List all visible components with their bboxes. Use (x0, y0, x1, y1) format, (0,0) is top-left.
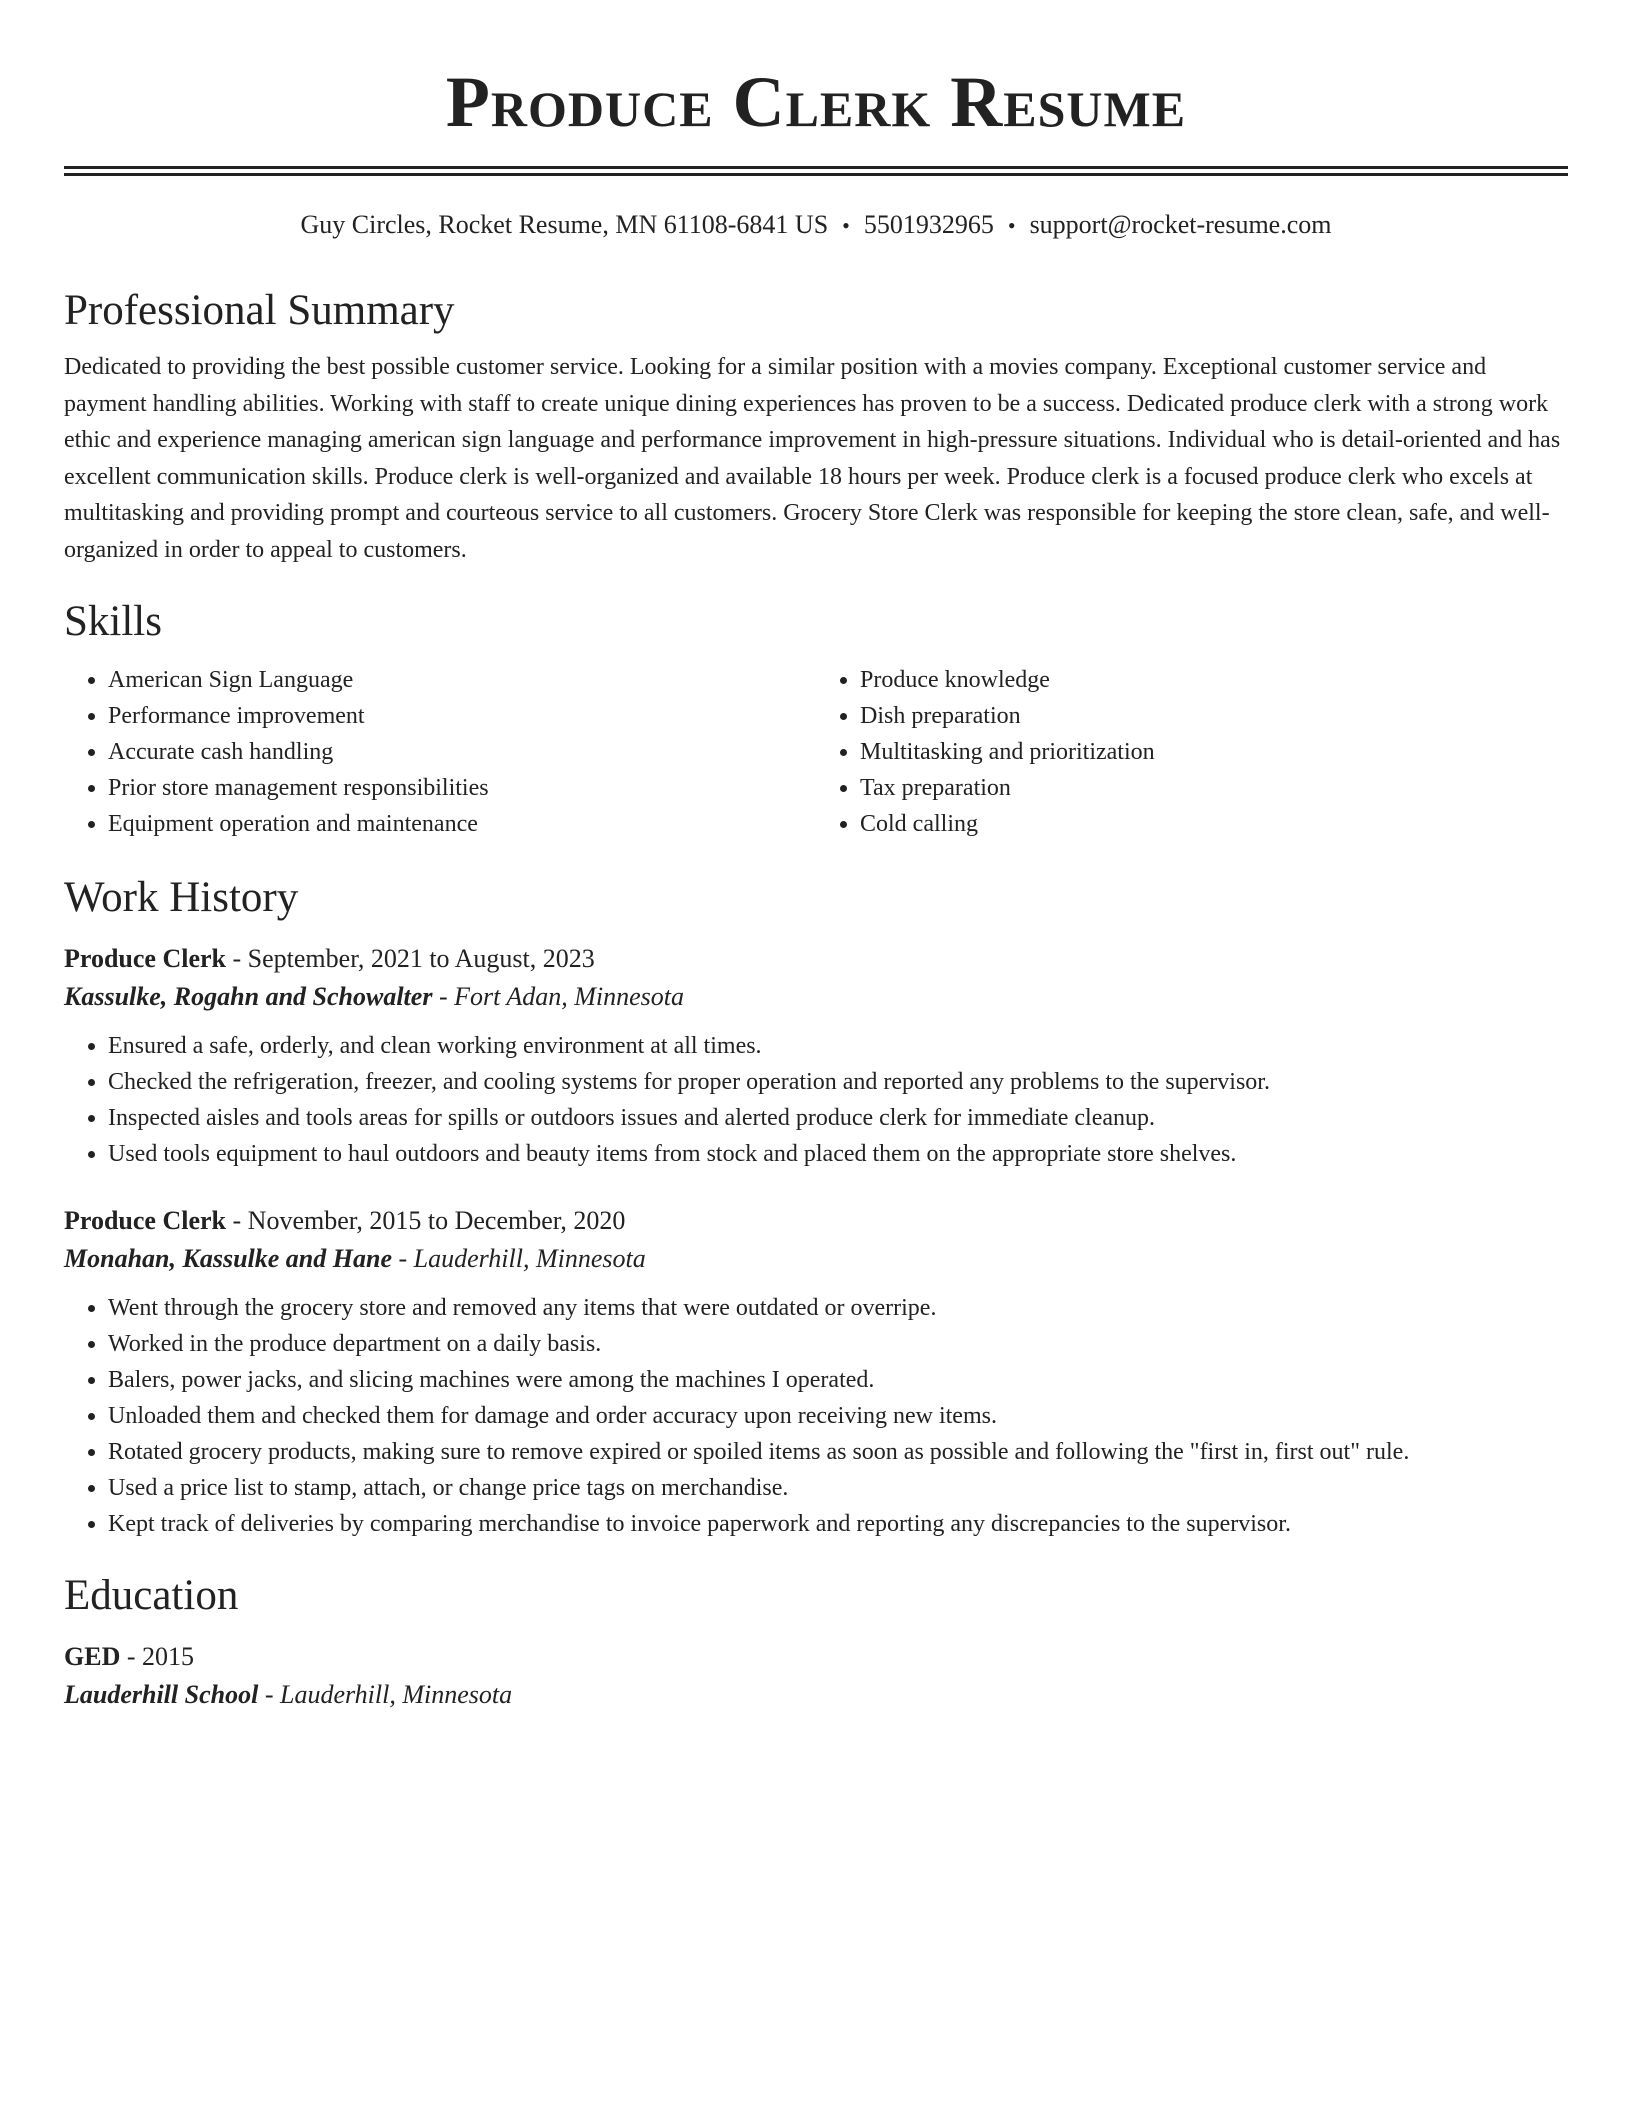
contact-separator: • (1007, 213, 1016, 238)
contact-phone: 5501932965 (863, 210, 994, 239)
education-entry (64, 1638, 1568, 1714)
skill-item: • Equipment operation and maintenance (108, 806, 816, 842)
education-location: Lauderhill, Minnesota (280, 1680, 513, 1709)
education-heading: Education (64, 1572, 239, 1619)
education-school: Lauderhill School (64, 1680, 259, 1709)
job-duty: • Checked the refrigeration, freezer, and cooling systems for proper operation and reported any problems to the supervisor. (108, 1064, 1568, 1100)
skill-item: • Cold calling (860, 806, 1568, 842)
job-title-line: Produce Clerk - September, 2021 to August, 2023 (64, 944, 595, 973)
skill-item: • Prior store management responsibilities (108, 770, 816, 806)
education-year: 2015 (142, 1642, 195, 1671)
contact-separator: • (842, 213, 850, 238)
contact-address: Guy Circles, Rocket Resume, MN 61108-6841 US (300, 210, 829, 239)
resume-page (64, 0, 1568, 1714)
job-duty: • Balers, power jacks, and slicing machines were among the machines I operated. (108, 1362, 1568, 1398)
job-duties-list (64, 1028, 1568, 1172)
skills-list-left (64, 662, 816, 842)
skill-item: • Dish preparation (860, 698, 1568, 734)
skills-list-right (816, 662, 1568, 842)
job-title-line: Produce Clerk - November, 2015 to December, 2020 (64, 1206, 626, 1235)
contact-line (64, 208, 1568, 243)
job-duty: • Unloaded them and checked them for damage and order accuracy upon receiving new items. (108, 1398, 1568, 1434)
job-entry (64, 1202, 1568, 1542)
job-role: Produce Clerk (64, 1206, 226, 1235)
skill-item: • American Sign Language (108, 662, 816, 698)
job-company-line: Kassulke, Rogahn and Schowalter - Fort Adan, Minnesota (64, 982, 685, 1011)
job-duty: • Ensured a safe, orderly, and clean working environment at all times. (108, 1028, 1568, 1064)
job-duties-list (64, 1290, 1568, 1542)
work-history-heading: Work History (64, 874, 299, 921)
skills-heading: Skills (64, 598, 162, 645)
education-degree-line: GED - 2015 (64, 1642, 195, 1671)
job-company: Kassulke, Rogahn and Schowalter (64, 982, 433, 1011)
job-company-line: Monahan, Kassulke and Hane - Lauderhill, Minnesota (64, 1244, 646, 1273)
job-role: Produce Clerk (64, 944, 226, 973)
job-duty: • Rotated grocery products, making sure to remove expired or spoiled items as soon as possible and following the "first in, first out" rule. (108, 1434, 1568, 1470)
page-title: Produce Clerk Resume (445, 62, 1187, 142)
job-duty: • Used a price list to stamp, attach, or change price tags on merchandise. (108, 1470, 1568, 1506)
skill-item: • Tax preparation (860, 770, 1568, 806)
job-dates: November, 2015 to December, 2020 (247, 1206, 626, 1235)
job-location: Lauderhill, Minnesota (413, 1244, 646, 1273)
education-school-line: Lauderhill School - Lauderhill, Minnesota (64, 1680, 513, 1709)
contact-email: support@rocket-resume.com (1029, 210, 1332, 239)
skill-item: • Performance improvement (108, 698, 816, 734)
summary-heading: Professional Summary (64, 287, 455, 334)
job-dates: September, 2021 to August, 2023 (247, 944, 595, 973)
job-duty: • Went through the grocery store and removed any items that were outdated or overripe. (108, 1290, 1568, 1326)
skill-item: • Multitasking and prioritization (860, 734, 1568, 770)
job-location: Fort Adan, Minnesota (454, 982, 685, 1011)
skills-columns (64, 662, 1568, 842)
title-divider (64, 166, 1568, 176)
skill-item: • Accurate cash handling (108, 734, 816, 770)
job-duty: • Inspected aisles and tools areas for spills or outdoors issues and alerted produce clerk for immediate cleanup. (108, 1100, 1568, 1136)
job-duty: • Worked in the produce department on a daily basis. (108, 1326, 1568, 1362)
job-entry (64, 940, 1568, 1172)
job-company: Monahan, Kassulke and Hane (64, 1244, 392, 1273)
job-duty: • Used tools equipment to haul outdoors and beauty items from stock and placed them on the appropriate store shelves. (108, 1136, 1568, 1172)
skill-item: • Produce knowledge (860, 662, 1568, 698)
education-degree: GED (64, 1642, 121, 1671)
summary-text: Dedicated to providing the best possible customer service. Looking for a similar position with a movies company. Exceptional customer service and payment handling abilities. Working with staff to create unique dining experiences has proven to be a success. Dedicated produce clerk with a strong work ethic and experience managing american sign language and performance improvement in high-pressure situations. Individual who is detail-oriented and has excellent communication skills. Produce clerk is well-organized and available 18 hours per week. Produce clerk is a focused produce clerk who excels at multitasking and providing prompt and courteous service to all customers. Grocery Store Clerk was responsible for keeping the store clean, safe, and well-organized in order to appeal to customers. (64, 354, 1561, 563)
job-duty: • Kept track of deliveries by comparing merchandise to invoice paperwork and reporting any discrepancies to the supervisor. (108, 1506, 1568, 1542)
